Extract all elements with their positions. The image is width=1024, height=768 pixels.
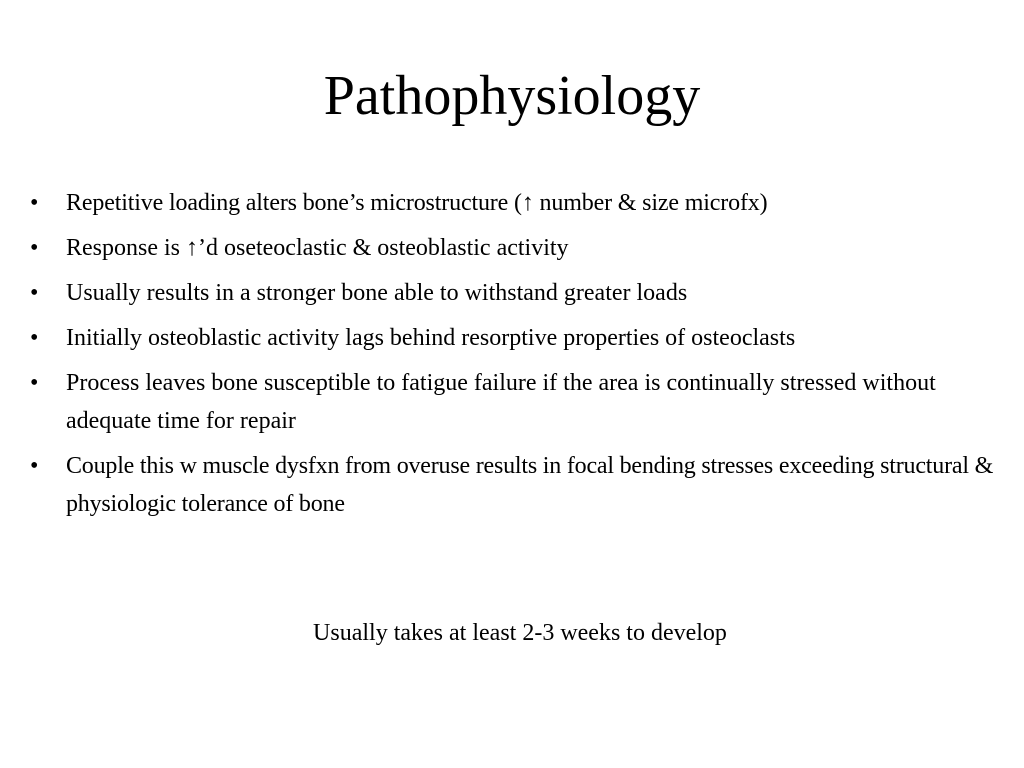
bullet-text: Repetitive loading alters bone’s microstructure (↑ number & size microfx) [66, 190, 768, 216]
bullet-item-2 [30, 229, 1020, 267]
bullet-item-4 [30, 319, 1020, 357]
bullet-item-3 [30, 274, 1020, 312]
bullet-text: Usually results in a stronger bone able to withstand greater loads [66, 280, 688, 306]
bullet-item-6 [30, 447, 1020, 523]
bullet-marker: • [30, 370, 39, 396]
bullet-marker: • [30, 453, 39, 479]
bullet-text: Process leaves bone susceptible to fatigue failure if the area is continually stressed without adequate time for repair [66, 370, 936, 434]
bullet-list [30, 184, 1020, 530]
slide-title: Pathophysiology [323, 65, 701, 127]
bullet-text: Response is ↑’d oseteoclastic & osteoblastic activity [66, 235, 569, 261]
bullet-text: Initially osteoblastic activity lags behind resorptive properties of osteoclasts [66, 325, 796, 351]
bullet-item-1 [30, 184, 1020, 222]
bullet-marker: • [30, 235, 39, 261]
footer-note: Usually takes at least 2-3 weeks to develop [313, 620, 727, 646]
bullet-marker: • [30, 280, 39, 306]
bullet-marker: • [30, 325, 39, 351]
bullet-item-5 [30, 364, 1020, 440]
bullet-text: Couple this w muscle dysfxn from overuse results in focal bending stresses exceeding structural & physiologic tolerance of bone [66, 453, 994, 517]
bullet-marker: • [30, 190, 39, 216]
